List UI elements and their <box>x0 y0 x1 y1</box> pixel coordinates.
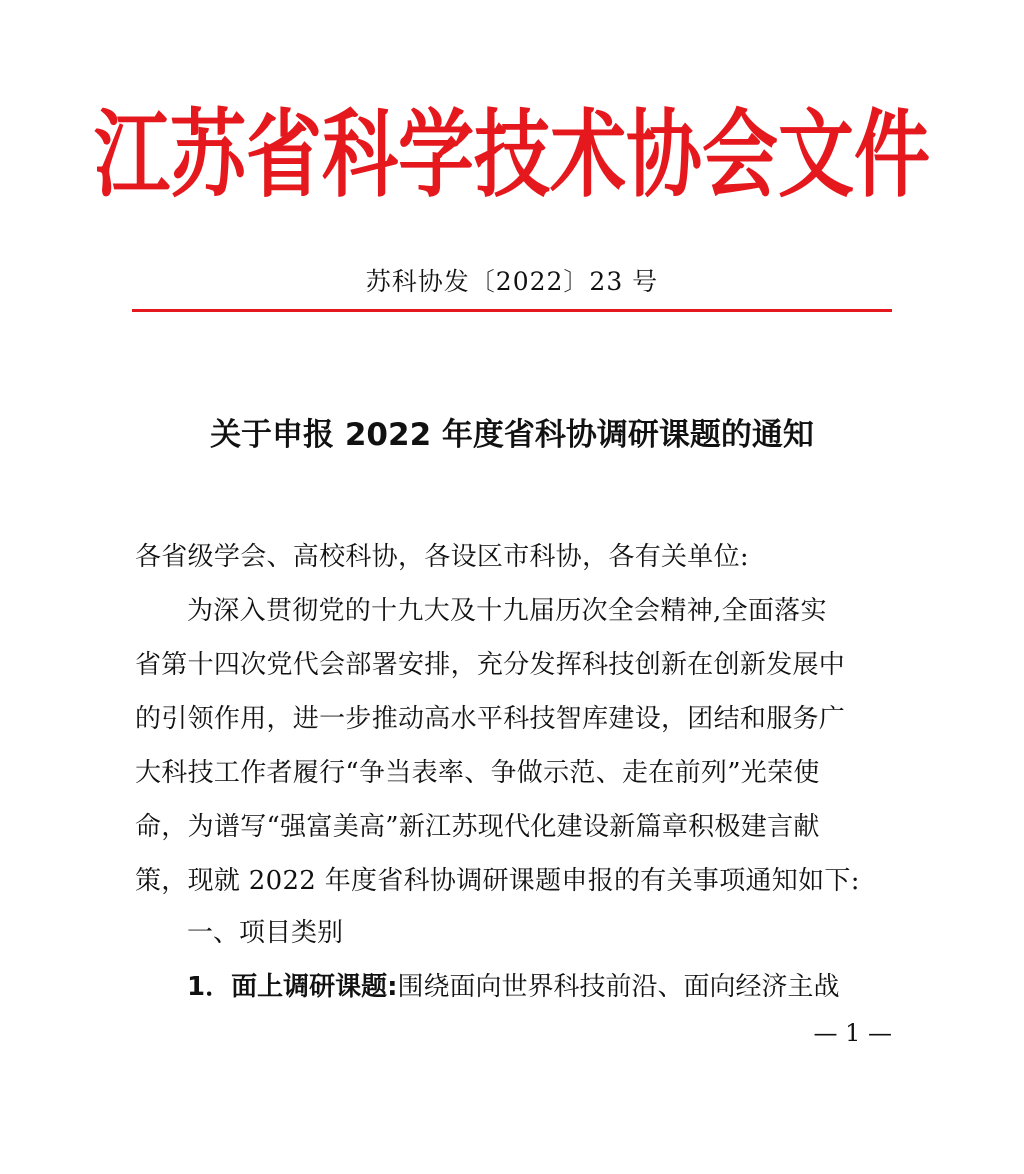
paragraph-line: 为深入贯彻党的十九大及十九届历次全会精神,全面落实 <box>187 596 827 626</box>
paragraph-line: 大科技工作者履行“争当表率、争做示范、走在前列”光荣使 <box>135 758 820 788</box>
page-number: — 1 — <box>813 1019 892 1047</box>
paragraph-line: 命，为谱写“强富美高”新江苏现代化建设新篇章积极建言献 <box>135 812 820 842</box>
salutation: 各省级学会、高校科协，各设区市科协，各有关单位: <box>135 542 749 572</box>
section-heading: 一、项目类别 <box>187 918 344 948</box>
item-line <box>187 960 840 1014</box>
document-number: 苏科协发〔2022〕23 号 <box>365 267 659 296</box>
paragraph-line: 的引领作用，进一步推动高水平科技智库建设，团结和服务广 <box>135 704 846 734</box>
red-divider-line <box>132 309 892 312</box>
paragraph-line: 策，现就 2022 年度省科协调研课题申报的有关事项通知如下: <box>135 866 860 896</box>
document-title: 关于申报 2022 年度省科协调研课题的通知 <box>210 417 814 453</box>
item-label: 1．面上调研课题: <box>187 972 398 1002</box>
paragraph-line: 省第十四次党代会部署安排，充分发挥科技创新在创新发展中 <box>135 650 846 680</box>
issuer-header: 江苏省科学技术协会文件 <box>94 98 930 210</box>
item-text: 围绕面向世界科技前沿、面向经济主战 <box>397 972 840 1002</box>
